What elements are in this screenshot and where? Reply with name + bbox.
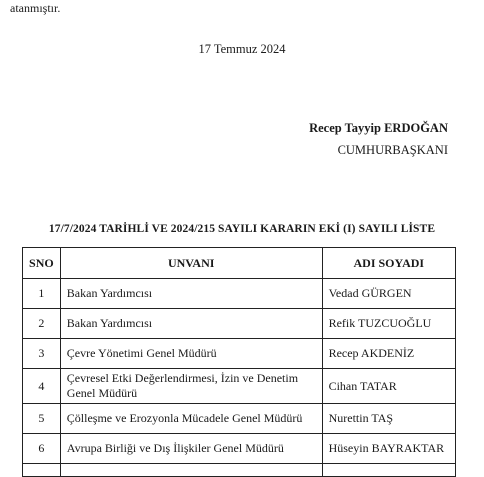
previous-text-fragment: atanmıştır. <box>10 1 61 15</box>
decree-date: 17 Temmuz 2024 <box>198 42 286 56</box>
table-row <box>23 279 456 309</box>
signatory-name <box>309 117 448 139</box>
appointment-table <box>22 247 456 477</box>
row-sno: 6 <box>23 434 61 464</box>
table-row <box>23 369 456 404</box>
row-sno-empty <box>23 464 61 477</box>
signatory-title: CUMHURBAŞKANI <box>337 143 448 157</box>
row-unvan-empty <box>60 464 322 477</box>
signature-block <box>309 117 448 161</box>
row-adi-soyadi: Refik TUZCUOĞLU <box>322 309 455 339</box>
row-adi-soyadi: Cihan TATAR <box>322 369 455 404</box>
table-header-row <box>23 248 456 279</box>
row-unvan: Çölleşme ve Erozyonla Mücadele Genel Müdürü <box>60 404 322 434</box>
row-sno: 2 <box>23 309 61 339</box>
row-sno: 3 <box>23 339 61 369</box>
row-adi-soyadi: Recep AKDENİZ <box>322 339 455 369</box>
signatory-given-names: Recep Tayyip <box>309 121 381 135</box>
table-row-cut-off <box>23 464 456 477</box>
signatory-surname: ERDOĞAN <box>384 121 448 135</box>
column-header-sno: SNO <box>23 248 61 279</box>
row-adi-soyadi: Vedad GÜRGEN <box>322 279 455 309</box>
row-sno: 1 <box>23 279 61 309</box>
table-row <box>23 339 456 369</box>
table-row <box>23 404 456 434</box>
row-sno: 5 <box>23 404 61 434</box>
row-unvan: Çevre Yönetimi Genel Müdürü <box>60 339 322 369</box>
row-unvan: Çevresel Etki Değerlendirmesi, İzin ve Denetim Genel Müdürü <box>60 369 322 404</box>
row-unvan: Avrupa Birliği ve Dış İlişkiler Genel Müdürü <box>60 434 322 464</box>
column-header-adi-soyadi: ADI SOYADI <box>322 248 455 279</box>
row-adi-soyadi: Nurettin TAŞ <box>322 404 455 434</box>
row-unvan: Bakan Yardımcısı <box>60 279 322 309</box>
column-header-unvan: UNVANI <box>60 248 322 279</box>
row-unvan: Bakan Yardımcısı <box>60 309 322 339</box>
row-sno: 4 <box>23 369 61 404</box>
table-row <box>23 309 456 339</box>
row-adi-soyadi-empty <box>322 464 455 477</box>
list-title: 17/7/2024 TARİHLİ VE 2024/215 SAYILI KARARIN EKİ (I) SAYILI LİSTE <box>48 223 436 235</box>
row-adi-soyadi: Hüseyin BAYRAKTAR <box>322 434 455 464</box>
table-row <box>23 434 456 464</box>
